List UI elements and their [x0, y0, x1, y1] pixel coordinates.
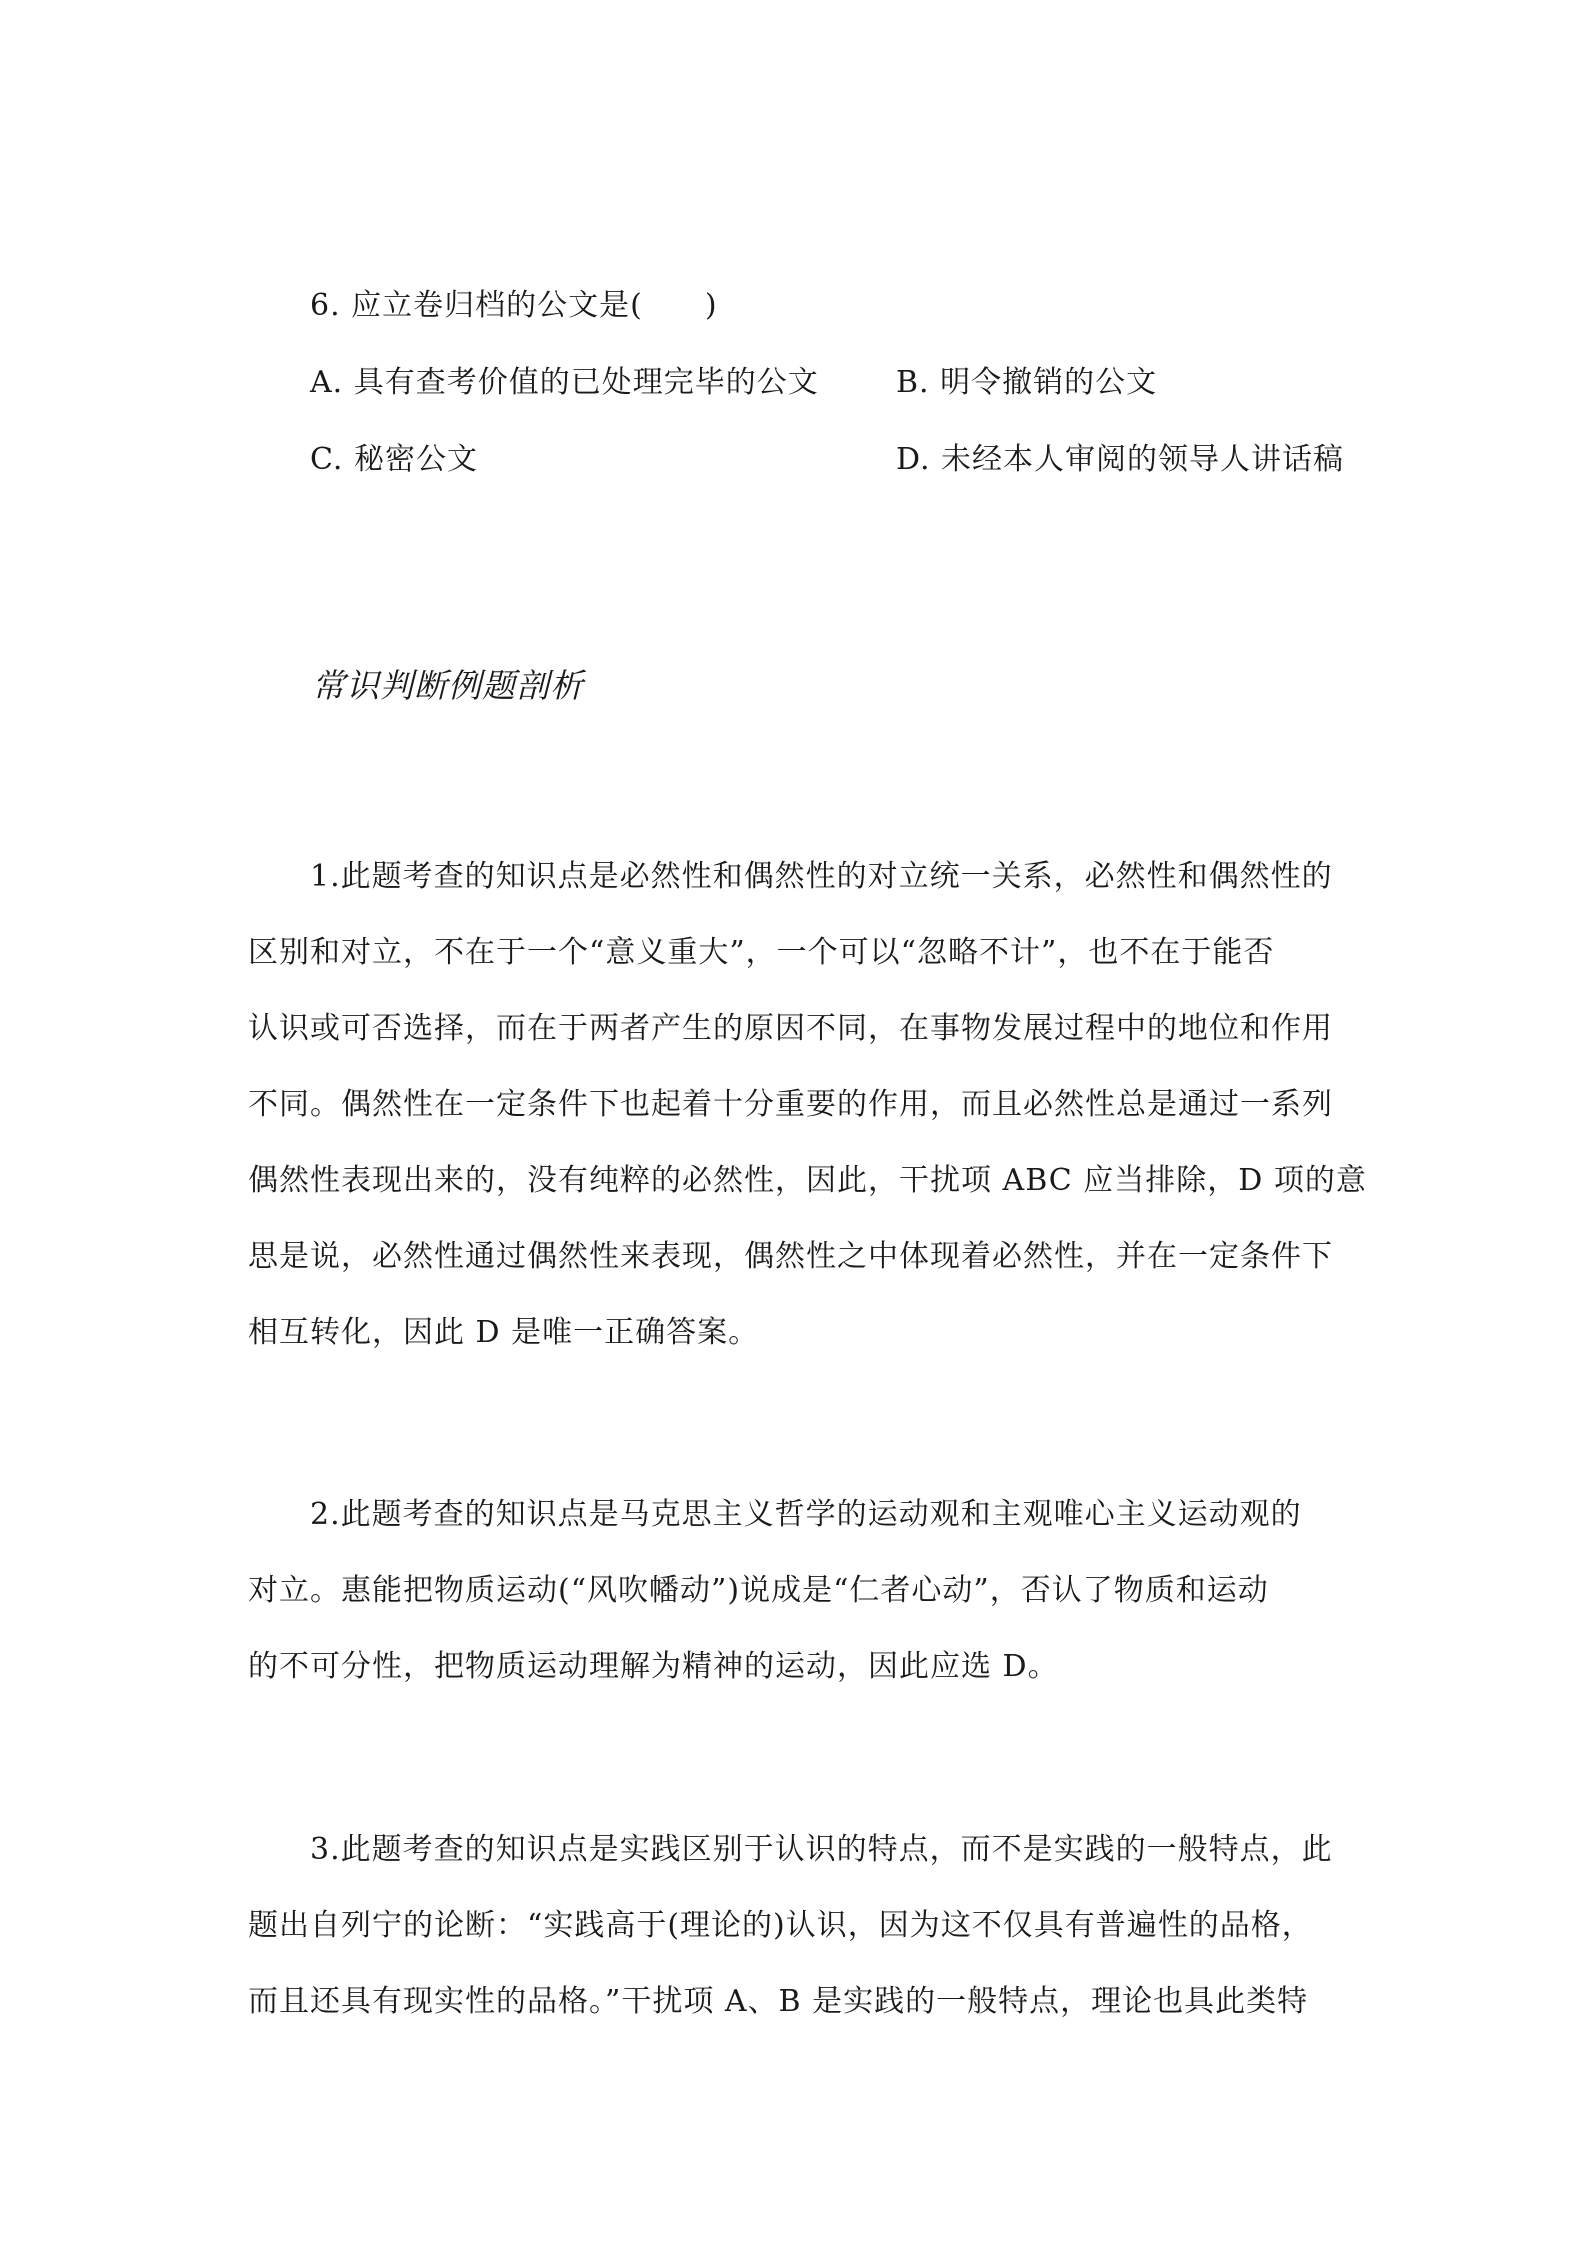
analysis-1-line: 思是说，必然性通过偶然性来表现，偶然性之中体现着必然性，并在一定条件下: [248, 1239, 1333, 1274]
analysis-3-line: 3.此题考查的知识点是实践区别于认识的特点，而不是实践的一般特点，此: [310, 1832, 1333, 1867]
analysis-1-line: 区别和对立，不在于一个“意义重大”，一个可以“忽略不计”，也不在于能否: [248, 935, 1275, 970]
question-6-stem: 6. 应立卷归档的公文是( ): [310, 288, 718, 323]
analysis-1-line: 相互转化，因此 D 是唯一正确答案。: [248, 1315, 760, 1350]
section-heading: 常识判断例题剖析: [312, 666, 584, 705]
analysis-1-line: 不同。偶然性在一定条件下也起着十分重要的作用，而且必然性总是通过一系列: [248, 1087, 1333, 1122]
question-6-option-b: B. 明令撤销的公文: [896, 365, 1158, 400]
analysis-1-line: 1.此题考查的知识点是必然性和偶然性的对立统一关系，必然性和偶然性的: [310, 859, 1333, 894]
analysis-3-line: 而且还具有现实性的品格。”干扰项 A、B 是实践的一般特点，理论也具此类特: [248, 1984, 1309, 2019]
analysis-2-line: 2.此题考查的知识点是马克思主义哲学的运动观和主观唯心主义运动观的: [310, 1497, 1302, 1532]
question-6-option-c: C. 秘密公文: [310, 442, 478, 477]
question-6-option-a: A. 具有查考价值的已处理完毕的公文: [310, 365, 819, 400]
analysis-2-line: 对立。惠能把物质运动(“风吹幡动”)说成是“仁者心动”，否认了物质和运动: [248, 1573, 1269, 1608]
question-6-option-d: D. 未经本人审阅的领导人讲话稿: [896, 442, 1345, 477]
analysis-2-line: 的不可分性，把物质运动理解为精神的运动，因此应选 D。: [248, 1649, 1059, 1684]
analysis-3-line: 题出自列宁的论断：“实践高于(理论的)认识，因为这不仅具有普遍性的品格，: [248, 1908, 1313, 1943]
analysis-1-line: 偶然性表现出来的，没有纯粹的必然性，因此，干扰项 ABC 应当排除，D 项的意: [248, 1163, 1367, 1198]
analysis-1-line: 认识或可否选择，而在于两者产生的原因不同，在事物发展过程中的地位和作用: [248, 1011, 1333, 1046]
